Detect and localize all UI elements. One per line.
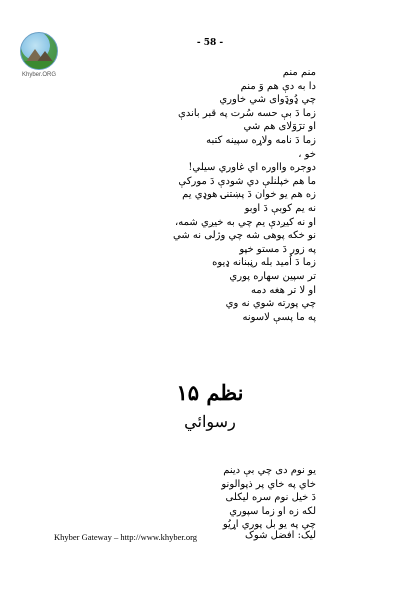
poem-line: چي پورته شوي نه وي <box>225 298 316 310</box>
poem-line: ما هم خپلنلې دي شودې دَ مورکې <box>178 175 316 187</box>
poem-line: په ما پسې لاسونه <box>242 311 316 323</box>
poem-line: او نه کيږدې يم چي به خيږي شمه، <box>175 216 316 228</box>
poem-line: خو ، <box>298 148 316 160</box>
poem-line: زما دَ بې حسه سُرت په قبر باندې <box>178 107 316 119</box>
poem-line: دَ خيل نوم سره ليکلى <box>225 492 316 504</box>
footer-author: ليک: افضل شوک <box>244 530 316 541</box>
poem-line: دوجره وااوره اي غاوري سيلي! <box>188 162 316 174</box>
poem-line: زما دَ اُميد بله رڼبنانه ډيوه <box>212 257 316 269</box>
poem-line: او لا تر هغه دمه <box>251 284 316 296</box>
page-number: - 58 - <box>196 38 224 48</box>
poem-bottom <box>221 464 316 532</box>
section-title: نظم ۱۵ <box>176 380 244 405</box>
poem-line: لکه زه او زما سپوري <box>229 505 316 517</box>
poem-line: خاي په خاي پر ذپوالونو <box>221 478 316 490</box>
poem-line: او ترَوَلای هم شي <box>243 121 316 133</box>
poem-line: زما دَ نامه ولاړه سپينه کتبه <box>206 134 316 146</box>
poem-line: نه يم کوبې دَ اوبو <box>244 202 316 214</box>
poem-line: منم منم <box>282 67 316 78</box>
section-subtitle: رسوائي <box>184 412 236 431</box>
poem-line: زه هم يو خوان دَ پښتنۍ هوډي يم <box>182 189 316 201</box>
poem-top <box>173 66 316 324</box>
poem-line: تر سپين سهاره پوري <box>229 270 316 282</box>
poem-line: په زور دَ مستو خپو <box>239 243 316 255</box>
poem-line: چي په يو بل پوري اړيُو <box>222 519 316 531</box>
poem-line: يو نوم دى چي بې دينم <box>223 465 316 476</box>
poem-line: دا به دې هم وَ منم <box>240 80 316 92</box>
poem-line: چي ډُوډَوای شي خاوري <box>219 94 316 106</box>
poem-line: نو خکه پوهى شه چي وژلى نه شي <box>173 230 316 242</box>
logo-text: Khyber.ORG <box>21 72 56 78</box>
footer-source: Khyber Gateway – http://www.khyber.org <box>54 532 198 542</box>
